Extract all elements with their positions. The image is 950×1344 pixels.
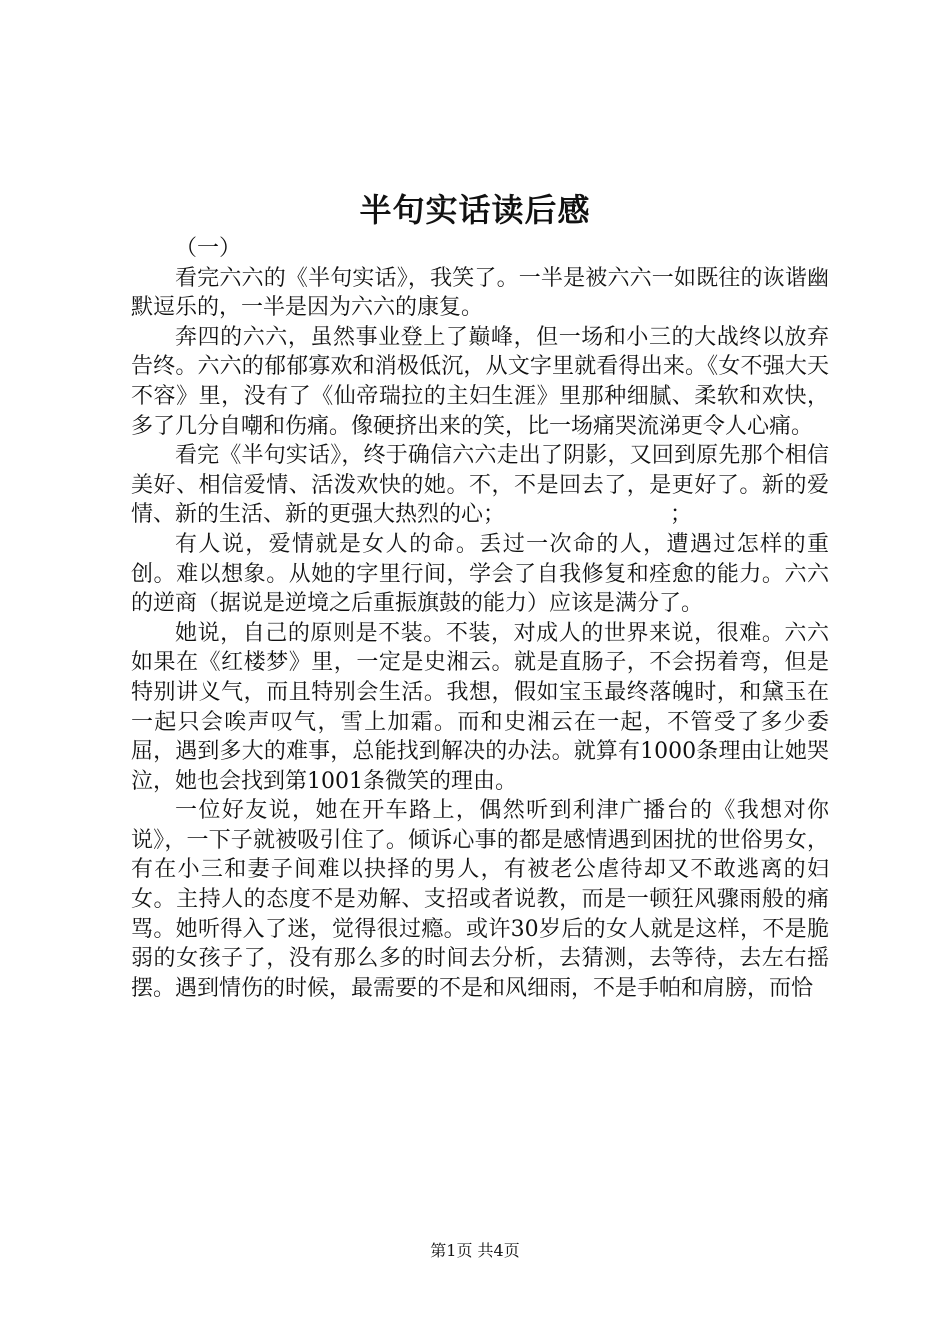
paragraph: 有人说，爱情就是女人的命。丢过一次命的人，遭遇过怎样的重创。难以想象。从她的字里行间，学会了自我修复和痊愈的能力。六六的逆商（据说是逆境之后重振旗鼓的能力）应该是满分了。 [131,531,829,617]
document-title: 半句实话读后感 [359,191,591,229]
paragraph: 她说，自己的原则是不装。不装，对成人的世界来说，很难。六六如果在《红楼梦》里，一定是史湘云。就是直肠子，不会拐着弯，但是特别讲义气，而且特别会生活。我想，假如宝玉最终落魄时，和黛玉在一起只会唉声叹气，雪上加霜。而和史湘云在一起，不管受了多少委屈，遇到多大的难事，总能找到解决的办法。就算有1000条理由让她哭泣，她也会找到第1001条微笑的理由。 [131,620,829,794]
document-body [131,234,829,1003]
paragraph: 一位好友说，她在开车路上，偶然听到利津广播台的《我想对你说》，一下子就被吸引住了。倾诉心事的都是感情遇到困扰的世俗男女，有在小三和妻子间难以抉择的男人，有被老公虐待却又不敢逃离的妇女。主持人的态度不是劝解、支招或者说教，而是一顿狂风骤雨般的痛骂。她听得入了迷，觉得很过瘾。或许30岁后的女人就是这样，不是脆弱的女孩子了，没有那么多的时间去分析，去猜测，去等待，去左右摇摆。遇到情伤的时候，最需要的不是和风细雨，不是手帕和肩膀，而恰 [131,798,829,1001]
paragraph: 看完《半句实话》，终于确信六六走出了阴影，又回到原先那个相信美好、相信爱情、活泼欢快的她。不，不是回去了，是更好了。新的爱情、新的生活、新的更强大热烈的心； ； [131,443,829,528]
paragraph: 奔四的六六，虽然事业登上了巅峰，但一场和小三的大战终以放弃告终。六六的郁郁寡欢和消极低沉，从文字里就看得出来。《女不强大天不容》里，没有了《仙帝瑞拉的主妇生涯》里那种细腻、柔软和欢快，多了几分自嘲和伤痛。像硬挤出来的笑，比一场痛哭流涕更令人心痛。 [131,324,829,439]
section-heading: （一） [175,236,242,261]
paragraph: 看完六六的《半句实话》，我笑了。一半是被六六一如既往的诙谐幽默逗乐的，一半是因为六六的康复。 [131,265,829,321]
page-number-footer: 第1页 共4页 [430,1241,520,1260]
